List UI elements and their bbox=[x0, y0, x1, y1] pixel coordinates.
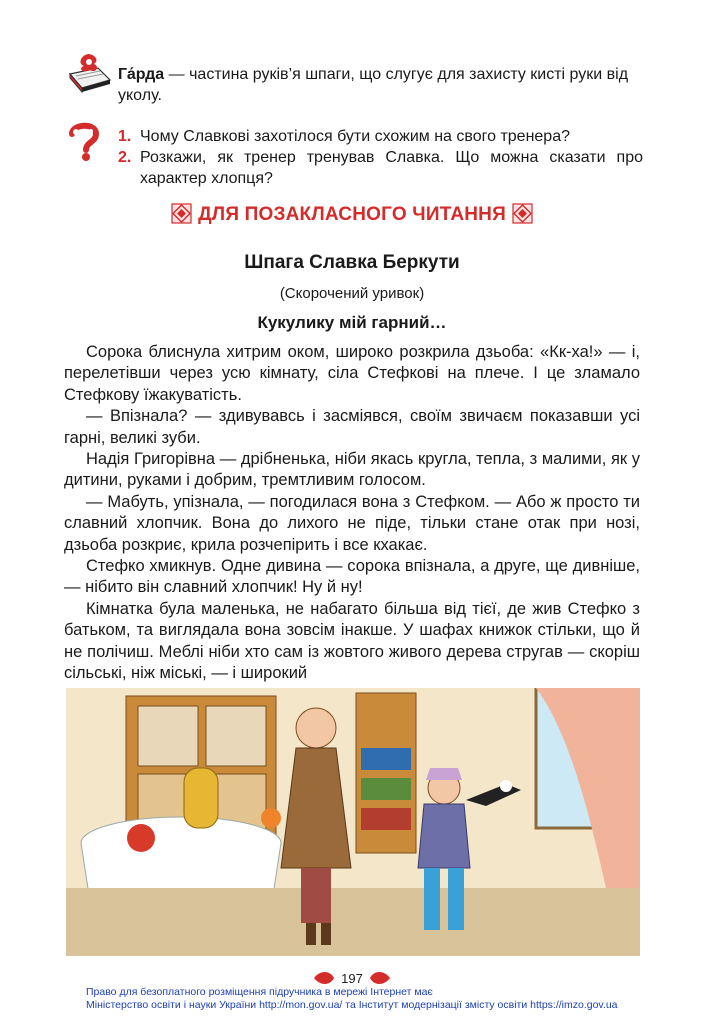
chapter-title: Кукулику мій гарний… bbox=[257, 313, 447, 332]
footer-line: Міністерство освіти і науки України http://mon.gov.ua/ та Інститут модернізації змісту освіти https://imzo.gov.ua bbox=[86, 999, 618, 1011]
embroidery-ornament-icon bbox=[512, 203, 533, 224]
paragraph: Кімнатка була маленька, не набагато більша від тієї, де жив Стефко з батьком, та виглядала вона зовсім інакше. У шафах книжок стільки, що й не полічиш. Меблі ніби хто сам із жовтого живого дерева стругав — скоріш сільські, ніж міські, — і широкий bbox=[64, 599, 640, 683]
glossary-term: Га́рда bbox=[118, 66, 165, 83]
question-number: 1. bbox=[118, 128, 132, 145]
paragraph: Сорока блиснула хитрим оком, широко розкрила дзьоба: «Кк-ха!» — і, перелетівши через усю кімнату, сіла Стефкові на плече. І це зламало Стефкову їжакуватість. bbox=[64, 343, 640, 404]
paragraph: Стефко хмикнув. Одне дивина — сорока впізнала, а друге, ще дивніше, — нібито він славний хлопчик! Ну й ну! bbox=[64, 557, 640, 597]
story-illustration bbox=[66, 688, 640, 956]
story-text bbox=[64, 342, 640, 685]
story-title: Шпага Славка Беркути bbox=[244, 252, 460, 273]
dictionary-book-icon bbox=[62, 50, 112, 94]
footer bbox=[86, 986, 646, 1012]
question-item bbox=[118, 147, 643, 189]
section-title-text: ДЛЯ ПОЗАКЛАСНОГО ЧИТАННЯ bbox=[198, 204, 506, 225]
section-title bbox=[0, 203, 704, 226]
page-number-ornament bbox=[310, 969, 394, 987]
questions-list bbox=[118, 126, 643, 189]
question-text: Чому Славкові захотілося бути схожим на свого тренера? bbox=[140, 128, 570, 145]
question-item bbox=[118, 126, 643, 147]
glossary-entry bbox=[118, 64, 643, 106]
question-number: 2. bbox=[118, 149, 132, 166]
page-number: 197 bbox=[341, 971, 363, 986]
question-mark-icon bbox=[64, 120, 104, 162]
glossary-definition: — частина руків’я шпаги, що слугує для захисту кисті руки від уколу. bbox=[118, 66, 629, 104]
embroidery-ornament-icon bbox=[171, 203, 192, 224]
footer-line: Право для безоплатного розміщення підручника в мережі Інтернет має bbox=[86, 986, 433, 998]
paragraph: — Мабуть, упізнала, — погодилася вона з Стефком. — Або ж просто ти славний хлопчик. Вона до лихого не піде, тільки стане отак при нозі, дзьоба розкриє, крила розчепірить і все кхакає. bbox=[64, 492, 640, 554]
paragraph: Надія Григорівна — дрібненька, ніби якась кругла, тепла, з малими, як у дитини, руками і добрим, тремтливим голосом. bbox=[64, 450, 640, 490]
story-subtitle: (Скорочений уривок) bbox=[279, 285, 425, 302]
paragraph: — Впізнала? — здивувавсь і засміявся, своїм звичаєм показавши усі гарні, великі зуби. bbox=[64, 407, 640, 447]
question-text: Розкажи, як тренер тренував Славка. Що можна сказати про характер хлопця? bbox=[140, 149, 643, 187]
